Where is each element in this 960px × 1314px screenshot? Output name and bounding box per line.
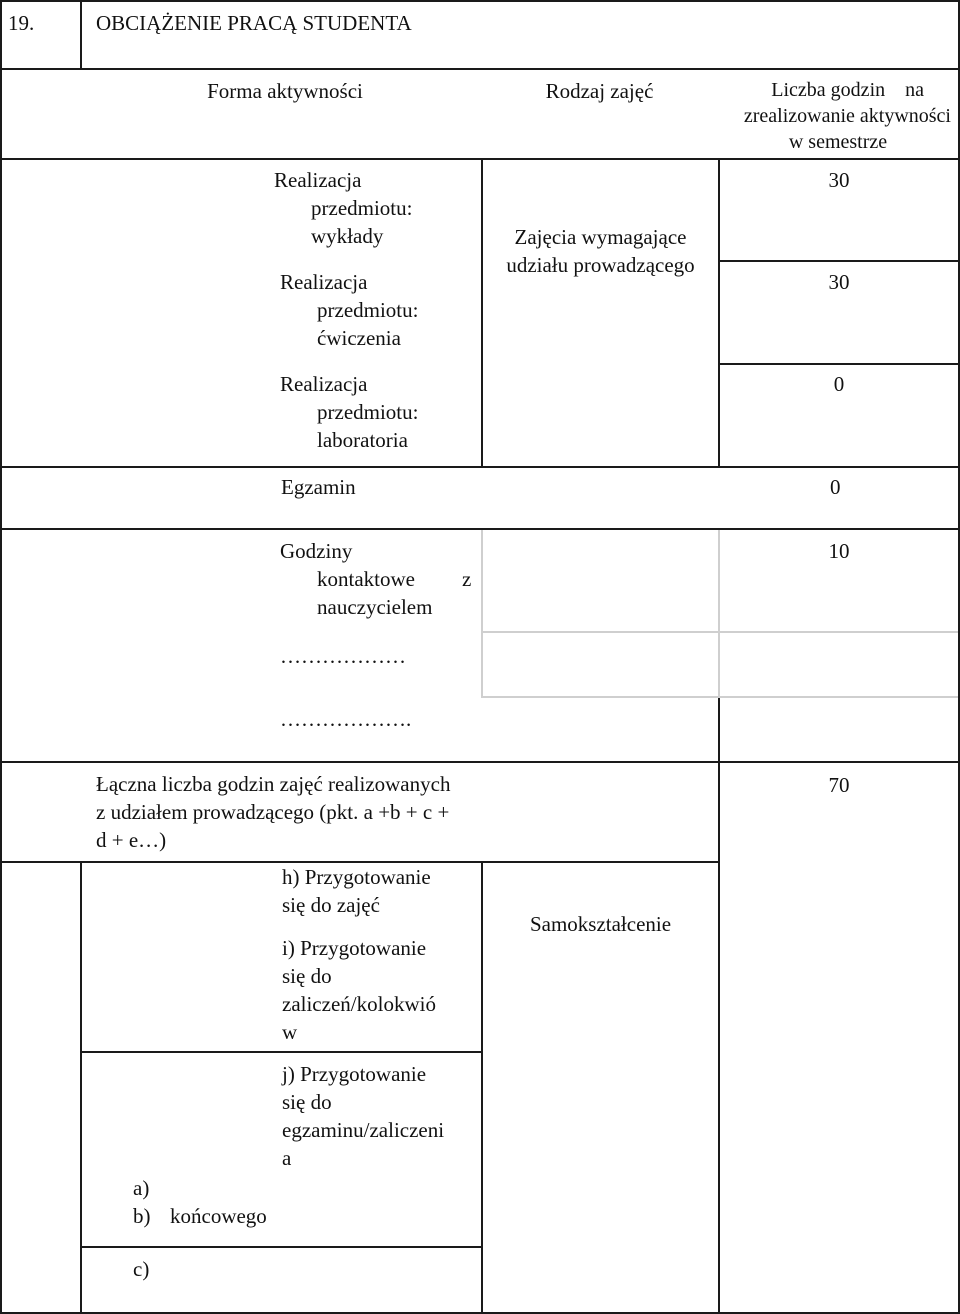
section-title: OBCIĄŻENIE PRACĄ STUDENTA: [96, 11, 412, 35]
laboratoria-hours: 0: [833, 372, 845, 396]
self-i-l3: zaliczeń/kolokwió: [282, 992, 436, 1016]
col-divider-1: [481, 158, 483, 466]
laboratoria-l1: Realizacja: [280, 372, 368, 396]
self-divider-right: [718, 861, 720, 1314]
self-sep-1: [80, 1051, 483, 1053]
cwiczenia-l1: Realizacja: [280, 270, 368, 294]
cwiczenia-hours: 30: [828, 270, 850, 294]
contact-type-l2: udziału prowadzącego: [506, 253, 695, 277]
self-j-l1: j) Przygotowanie: [282, 1062, 427, 1086]
self-sep-2: [80, 1246, 483, 1248]
wyklady-hours: 30: [828, 168, 850, 192]
total-hours: 70: [828, 773, 850, 797]
border-left: [0, 0, 2, 1314]
self-a: a): [133, 1176, 150, 1200]
header-hours-3: w semestrze: [788, 131, 888, 153]
egzamin-top-line: [0, 466, 960, 468]
godziny-l2b: z: [462, 567, 472, 591]
col-divider-3: [718, 698, 720, 761]
total-l3: d + e…): [96, 828, 167, 852]
gray-sep-1: [481, 631, 958, 633]
self-i-l4: w: [282, 1020, 298, 1044]
header-hours-2: zrealizowanie aktywności: [743, 105, 951, 127]
godziny-hours: 10: [828, 539, 850, 563]
godziny-l3: nauczycielem: [317, 595, 433, 619]
godziny-l2: kontaktowe: [317, 567, 415, 591]
header-form: Forma aktywności: [207, 79, 363, 103]
title-bottom-line: [0, 68, 960, 70]
wyklady-l2: przedmiotu:: [311, 196, 413, 220]
self-j-l3: egzaminu/zaliczeni: [282, 1118, 445, 1142]
header-hours-1: Liczba godzin na: [771, 79, 924, 101]
egzamin-bottom-line: [0, 528, 960, 530]
header-type: Rodzaj zajęć: [545, 79, 654, 103]
cwiczenia-l3: ćwiczenia: [317, 326, 401, 350]
self-b-text: końcowego: [170, 1204, 267, 1228]
contact-type-l1: Zajęcia wymagające: [514, 225, 687, 249]
border-top: [0, 0, 960, 2]
egzamin-hours: 0: [830, 475, 841, 499]
col-divider-2: [718, 158, 720, 466]
placeholder-dots-2: ……………….: [280, 707, 412, 731]
header-bottom-line: [0, 158, 960, 160]
section-number: 19.: [8, 11, 35, 35]
self-i-l1: i) Przygotowanie: [282, 936, 427, 960]
laboratoria-l3: laboratoria: [317, 428, 408, 452]
self-study-type: Samokształcenie: [529, 912, 672, 936]
self-h-l2: się do zajęć: [282, 893, 380, 917]
row-sep-a: [718, 260, 958, 262]
self-b: b): [133, 1204, 151, 1228]
total-top-line: [0, 761, 960, 763]
self-i-l2: się do: [282, 964, 332, 988]
self-j-l2: się do: [282, 1090, 332, 1114]
laboratoria-l2: przedmiotu:: [317, 400, 419, 424]
self-j-l4: a: [282, 1146, 292, 1170]
gray-divider-1: [481, 530, 483, 698]
cwiczenia-l2: przedmiotu:: [317, 298, 419, 322]
wyklady-l1: Realizacja: [274, 168, 362, 192]
total-l1: Łączna liczba godzin zajęć realizowanych: [96, 772, 451, 796]
egzamin-label: Egzamin: [281, 475, 356, 499]
total-l2: z udziałem prowadzącego (pkt. a +b + c +: [96, 800, 450, 824]
title-divider: [80, 0, 82, 70]
row-sep-b: [718, 363, 958, 365]
godziny-l1: Godziny: [280, 539, 353, 563]
placeholder-dots-1: ………………: [280, 644, 406, 668]
self-c: c): [133, 1257, 150, 1281]
wyklady-l3: wykłady: [311, 224, 384, 248]
self-h-l1: h) Przygotowanie: [282, 865, 431, 889]
